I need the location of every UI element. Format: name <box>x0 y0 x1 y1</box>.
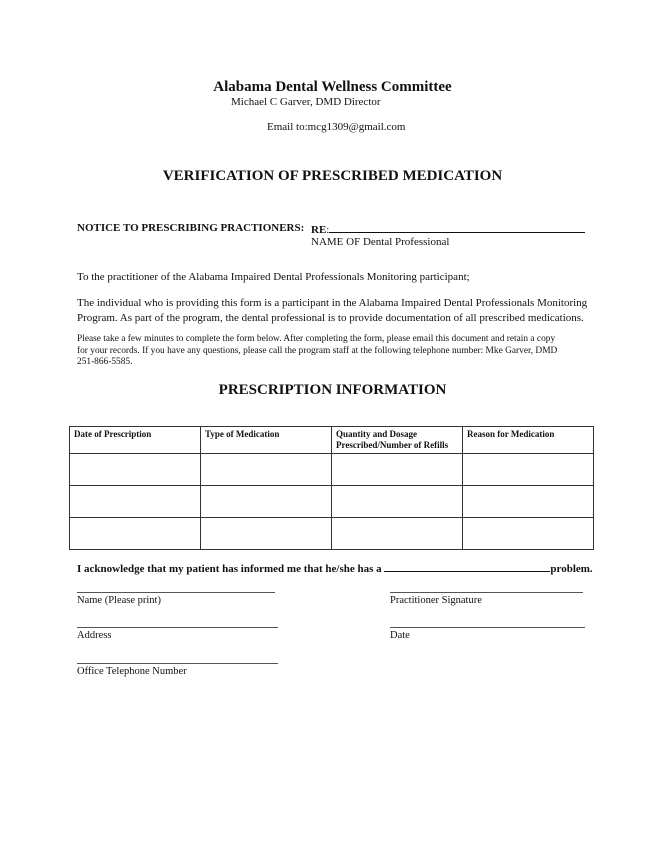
column-header-label: Reason for Medication <box>467 429 555 439</box>
re-field <box>311 222 585 236</box>
column-header-date <box>70 427 201 454</box>
document-title: VERIFICATION OF PRESCRIBED MEDICATION <box>162 168 503 184</box>
re-label: RE <box>311 224 327 236</box>
instructions-line-2: for your records. If you have any questions, please call the program staff at the following telephone number: Mke Garver, DMD <box>77 345 558 356</box>
table-row <box>70 518 594 550</box>
problem-blank-line[interactable] <box>384 561 550 572</box>
prescription-section-title: PRESCRIPTION INFORMATION <box>218 382 447 398</box>
address-line[interactable] <box>77 627 278 628</box>
date-label: Date <box>390 630 410 641</box>
cell-reason[interactable] <box>463 486 594 518</box>
table-header-row <box>70 427 594 454</box>
column-header-quantity <box>332 427 463 454</box>
name-label: Name (Please print) <box>77 595 161 606</box>
acknowledgement-statement <box>77 561 593 575</box>
cell-reason[interactable] <box>463 454 594 486</box>
instructions-line-1: Please take a few minutes to complete the form below. After completing the form, please email this document and retain a copy <box>77 334 556 344</box>
cell-type[interactable] <box>201 454 332 486</box>
salutation: To the practitioner of the Alabama Impaired Dental Professionals Monitoring participant; <box>77 271 470 283</box>
practitioner-signature-label: Practitioner Signature <box>390 595 482 606</box>
cell-quantity[interactable] <box>332 486 463 518</box>
organization-name: Alabama Dental Wellness Committee <box>213 79 452 95</box>
intro-line-1: The individual who is providing this form is a participant in the Alabama Impaired Dental Professionals Monitoring <box>77 297 588 309</box>
column-header-type <box>201 427 332 454</box>
cell-quantity[interactable] <box>332 454 463 486</box>
re-colon: : <box>326 224 330 236</box>
column-header-label-2: Prescribed/Number of Refills <box>336 440 449 450</box>
acknowledgement-suffix: problem. <box>550 563 593 575</box>
director-line: Michael C Garver, DMD Director <box>231 96 381 108</box>
cell-reason[interactable] <box>463 518 594 550</box>
cell-type[interactable] <box>201 486 332 518</box>
phone-label: Office Telephone Number <box>77 666 187 677</box>
cell-date[interactable] <box>70 518 201 550</box>
address-label: Address <box>77 630 112 641</box>
column-header-label: Date of Prescription <box>74 429 152 439</box>
cell-date[interactable] <box>70 454 201 486</box>
intro-line-2: Program. As part of the program, the dental professional is to provide documentation of all prescribed medications. <box>77 312 584 324</box>
intro-paragraph <box>77 296 587 326</box>
prescription-table <box>69 426 594 550</box>
cell-date[interactable] <box>70 486 201 518</box>
email-line: Email to:mcg1309@gmail.com <box>267 121 406 133</box>
practitioner-signature-line[interactable] <box>390 592 583 593</box>
cell-quantity[interactable] <box>332 518 463 550</box>
cell-type[interactable] <box>201 518 332 550</box>
date-line[interactable] <box>390 627 585 628</box>
table-row <box>70 454 594 486</box>
name-signature-line[interactable] <box>77 592 275 593</box>
column-header-label: Quantity and Dosage <box>336 429 418 439</box>
instructions-paragraph <box>77 334 557 369</box>
column-header-label: Type of Medication <box>205 429 280 439</box>
phone-line[interactable] <box>77 663 278 664</box>
instructions-line-3: 251-866-5585. <box>77 357 133 367</box>
notice-label: NOTICE TO PRESCRIBING PRACTIONERS: <box>77 222 305 234</box>
acknowledgement-prefix: I acknowledge that my patient has informed me that he/she has a <box>77 563 385 575</box>
table-row <box>70 486 594 518</box>
organization-title <box>0 79 665 96</box>
column-header-reason <box>463 427 594 454</box>
re-name-line[interactable] <box>329 222 585 233</box>
re-sublabel: NAME OF Dental Professional <box>311 236 450 248</box>
